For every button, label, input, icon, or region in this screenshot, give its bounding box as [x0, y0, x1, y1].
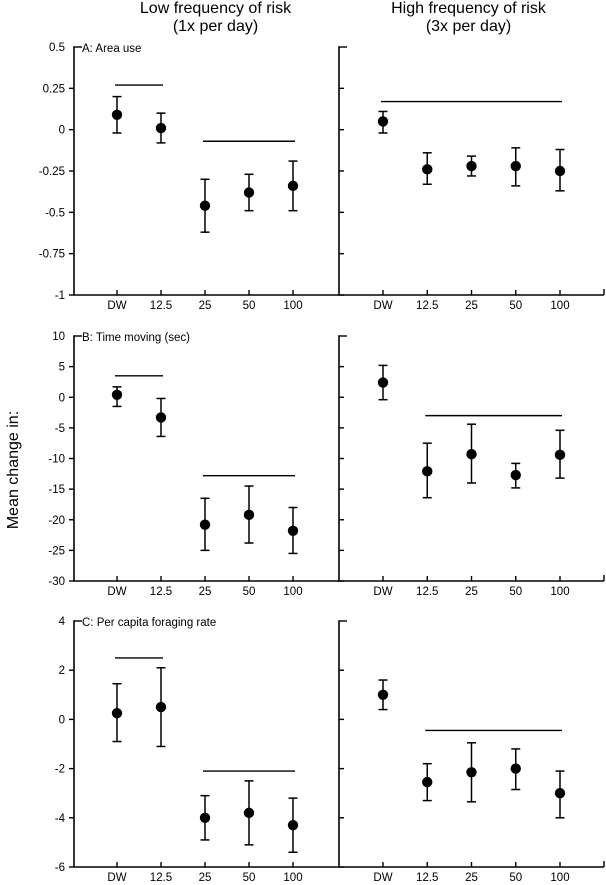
data-point-100 [555, 450, 565, 460]
data-point-25 [466, 161, 476, 171]
data-point-DW [378, 377, 388, 387]
y-tick-label: -4 [54, 812, 65, 825]
data-point-25 [200, 813, 210, 823]
data-point-50 [244, 808, 254, 818]
data-point-DW [378, 690, 388, 700]
y-tick-label: 2 [58, 665, 65, 678]
data-point-12.5 [422, 164, 432, 174]
x-tick-label: DW [373, 872, 393, 884]
x-tick-label: 50 [242, 586, 256, 598]
panel-time-moving-high [338, 335, 604, 598]
x-tick-label: 50 [242, 872, 256, 884]
data-point-DW [112, 708, 122, 718]
y-tick-label: -15 [48, 484, 65, 497]
data-point-25 [200, 201, 210, 211]
data-point-50 [244, 510, 254, 520]
x-tick-label: 25 [465, 586, 478, 598]
data-point-50 [511, 161, 521, 171]
x-tick-label: 12.5 [149, 300, 173, 312]
y-tick-label: 0 [58, 392, 65, 405]
y-tick-label: 5 [58, 361, 65, 374]
panel-title: C: Per capita foraging rate [82, 617, 217, 630]
y-tick-label: -30 [48, 576, 65, 589]
column-header-low-line2: (1x per day) [172, 18, 259, 35]
data-point-100 [555, 166, 565, 176]
x-tick-label: DW [107, 300, 127, 312]
x-tick-label: 12.5 [416, 872, 439, 884]
x-tick-label: 12.5 [416, 300, 439, 312]
data-point-12.5 [156, 702, 166, 712]
x-tick-label: 100 [283, 586, 303, 598]
x-tick-label: 50 [509, 300, 523, 312]
panel-title: B: Time moving (sec) [82, 332, 190, 345]
x-tick-label: 100 [283, 872, 303, 884]
y-tick-label: -5 [54, 422, 65, 435]
y-tick-label: -1 [54, 290, 65, 303]
x-tick-label: 12.5 [416, 586, 439, 598]
data-point-12.5 [422, 777, 432, 787]
data-point-100 [288, 820, 298, 830]
y-tick-label: -25 [48, 545, 65, 558]
data-point-100 [288, 526, 298, 536]
y-tick-label: -0.5 [45, 207, 65, 220]
panel-time-moving-low [48, 331, 339, 598]
y-tick-label: -2 [54, 763, 65, 776]
y-tick-label: 0 [58, 714, 65, 727]
data-point-DW [112, 390, 122, 400]
data-point-25 [466, 449, 476, 459]
y-tick-label: -0.75 [38, 248, 65, 261]
data-point-25 [466, 767, 476, 777]
y-axis-label: Mean change in: [5, 410, 22, 530]
panel-title: A: Area use [82, 43, 142, 56]
y-tick-label: -0.25 [38, 166, 65, 179]
x-tick-label: 25 [198, 872, 212, 884]
x-tick-label: DW [107, 872, 127, 884]
x-tick-label: 100 [283, 300, 303, 312]
data-point-100 [288, 181, 298, 191]
column-header-high-line2: (3x per day) [425, 18, 512, 35]
x-tick-label: 100 [550, 586, 570, 598]
x-tick-label: DW [373, 300, 393, 312]
y-tick-label: 0.5 [49, 42, 65, 55]
data-point-50 [511, 763, 521, 773]
y-tick-label: 10 [52, 331, 65, 344]
y-tick-label: -6 [54, 862, 65, 875]
x-tick-label: 25 [465, 300, 478, 312]
y-tick-label: -10 [48, 453, 65, 466]
data-point-100 [555, 788, 565, 798]
panel-area-use-high [338, 46, 604, 312]
x-tick-label: DW [107, 586, 127, 598]
data-point-12.5 [156, 123, 166, 133]
data-point-DW [112, 110, 122, 120]
data-point-50 [244, 187, 254, 197]
y-tick-label: -20 [48, 514, 65, 527]
panel-foraging-rate-low [55, 616, 339, 884]
y-tick-label: 0 [58, 124, 65, 137]
panel-area-use-low [39, 42, 339, 312]
x-tick-label: 100 [550, 872, 570, 884]
x-tick-label: 50 [242, 300, 256, 312]
x-tick-label: 25 [198, 300, 212, 312]
data-point-25 [200, 519, 210, 529]
x-tick-label: 100 [550, 300, 570, 312]
x-tick-label: 12.5 [149, 872, 173, 884]
x-tick-label: DW [373, 586, 393, 598]
x-tick-label: 50 [509, 872, 523, 884]
x-tick-label: 25 [198, 586, 212, 598]
column-header-high-line1: High frequency of risk [391, 0, 546, 17]
data-point-DW [378, 116, 388, 126]
y-tick-label: 0.25 [42, 83, 65, 96]
y-tick-label: 4 [58, 616, 65, 629]
x-tick-label: 50 [509, 586, 523, 598]
x-tick-label: 12.5 [149, 586, 173, 598]
column-header-low-line1: Low frequency of risk [139, 0, 292, 17]
x-tick-label: 25 [465, 872, 478, 884]
data-point-12.5 [422, 466, 432, 476]
panel-foraging-rate-high [338, 620, 604, 884]
data-point-12.5 [156, 412, 166, 422]
data-point-50 [511, 470, 521, 480]
